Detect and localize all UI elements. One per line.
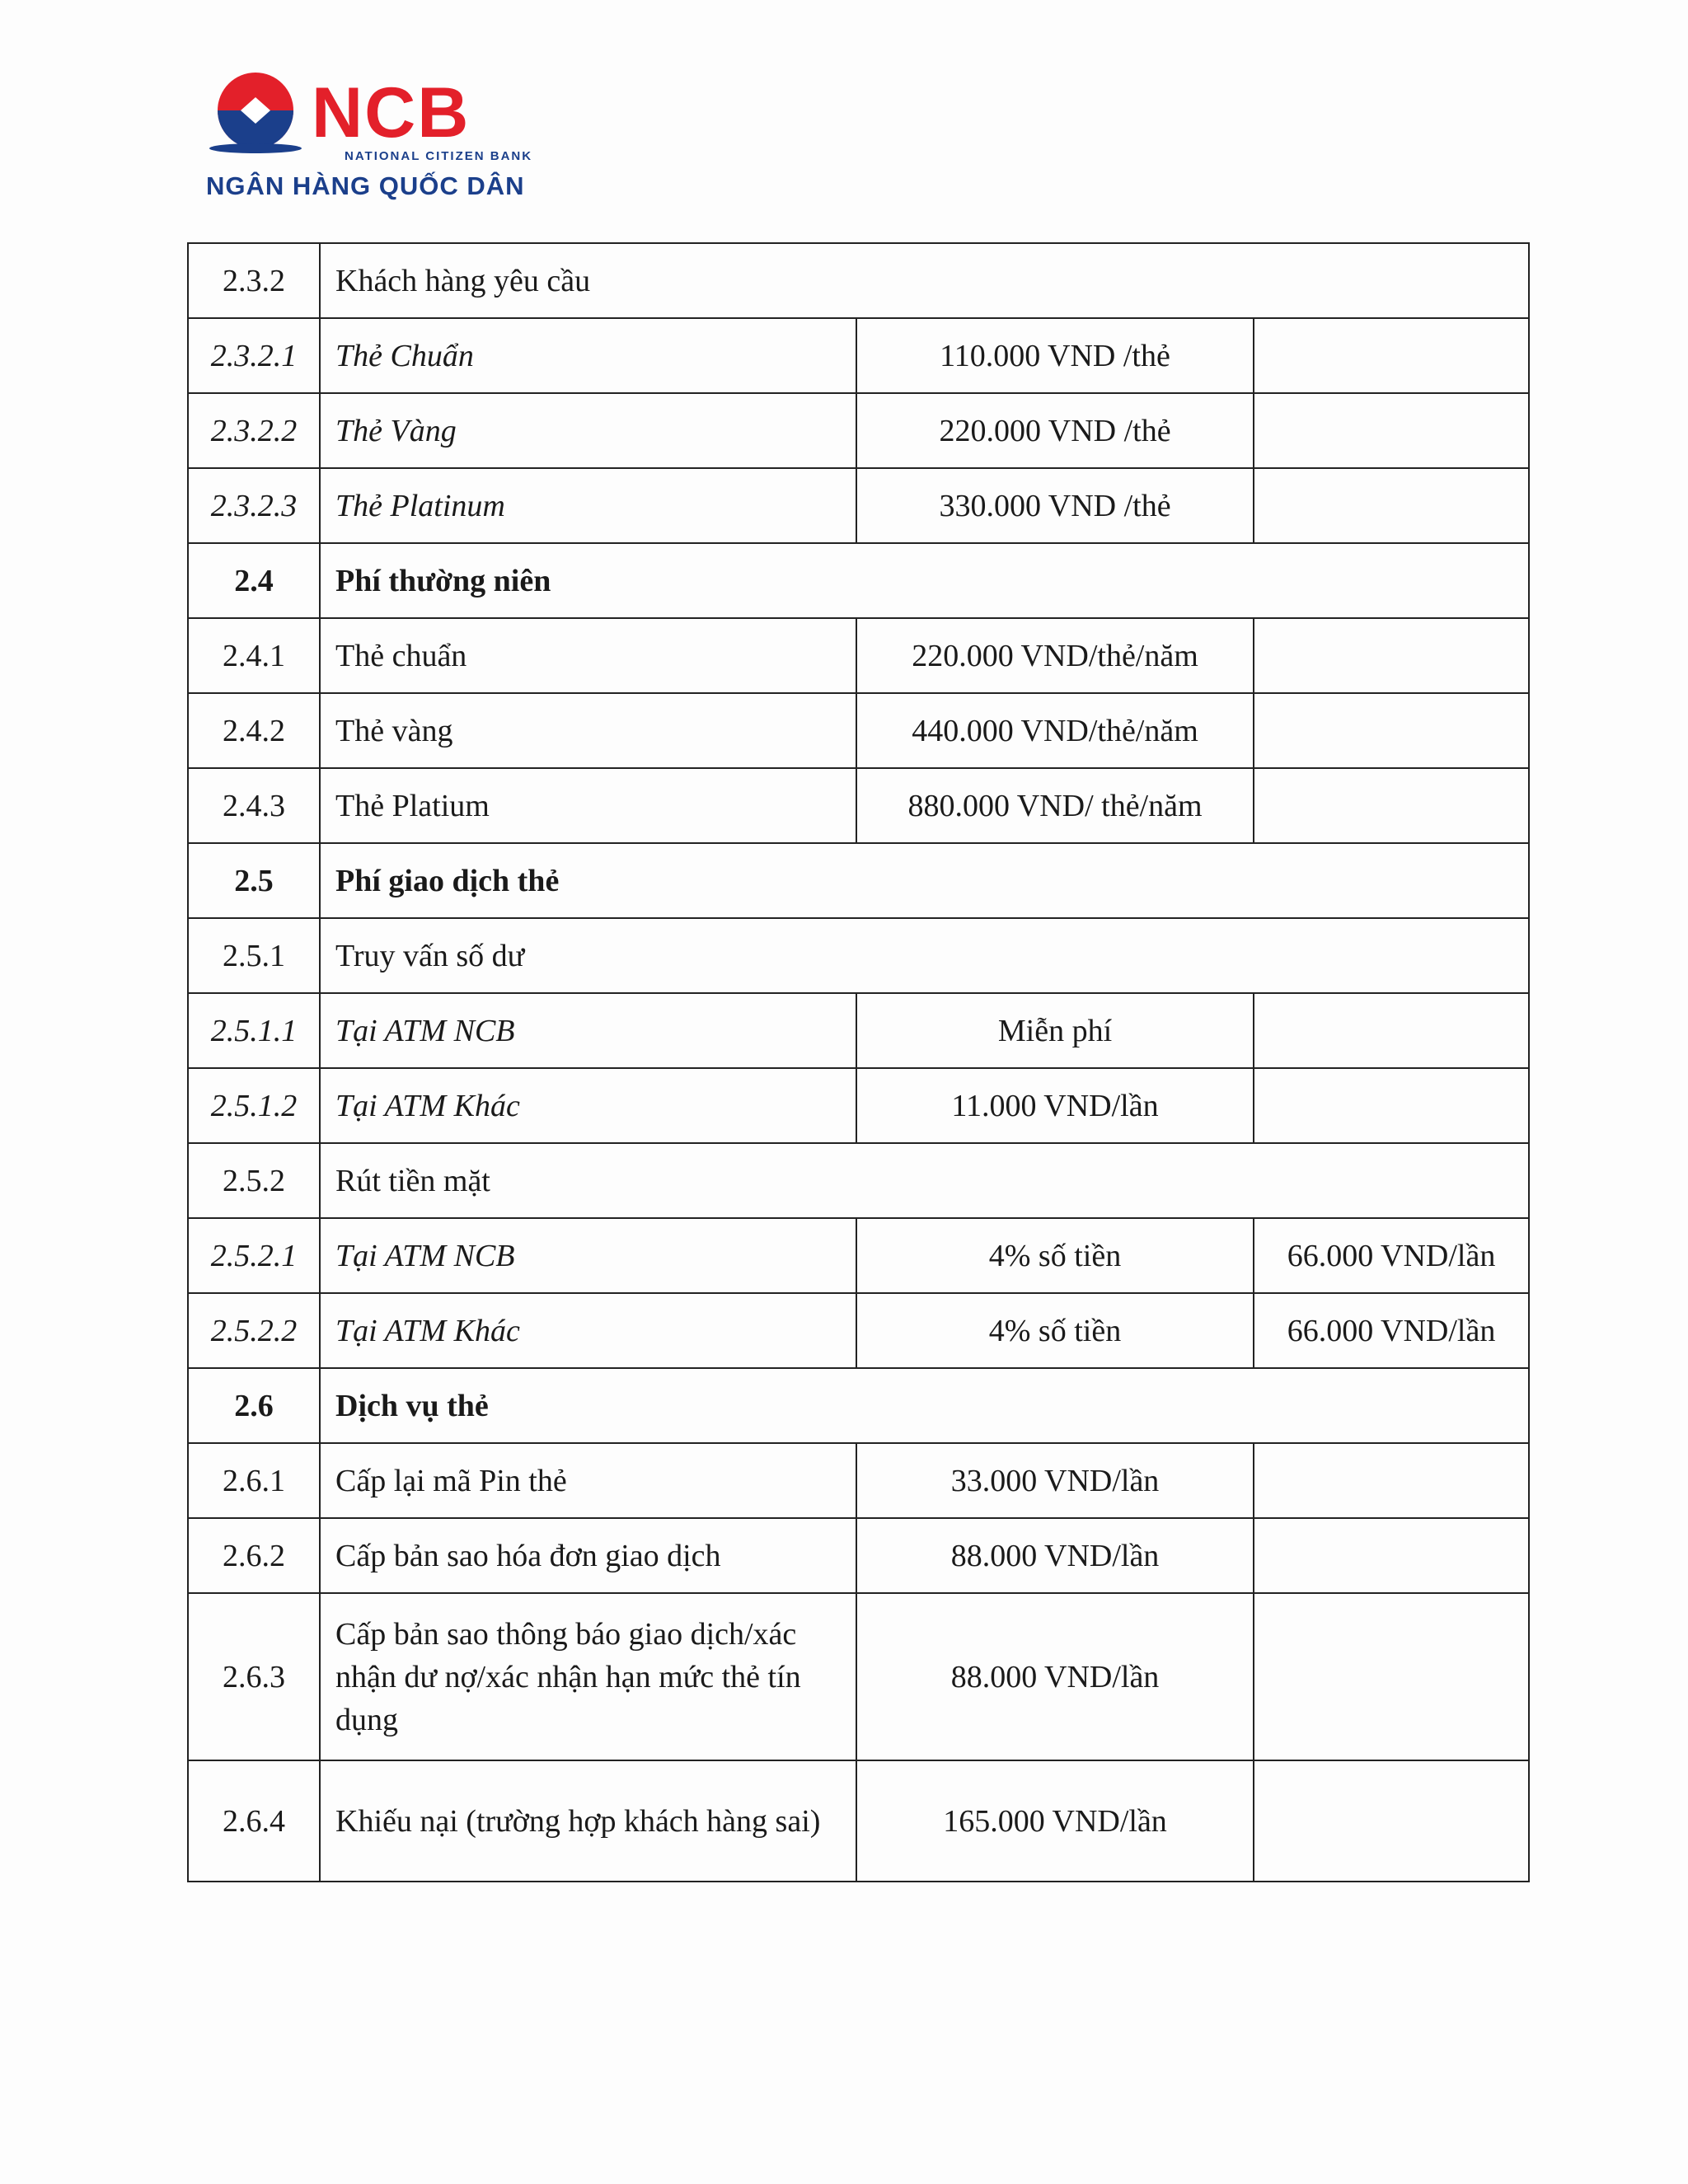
svg-text:NATIONAL CITIZEN BANK: NATIONAL CITIZEN BANK [345, 149, 533, 163]
fee-label-cell: Cấp bản sao hóa đơn giao dịch [320, 1518, 856, 1593]
fee-row [188, 468, 1529, 543]
fee-row [188, 993, 1529, 1068]
fee-row [188, 1293, 1529, 1368]
fee-extra-cell [1254, 768, 1529, 843]
fee-row [188, 1760, 1529, 1882]
fee-label-cell: Thẻ vàng [320, 693, 856, 768]
fee-code-cell: 2.6.1 [188, 1443, 320, 1518]
fee-row [188, 543, 1529, 618]
fee-label-cell: Thẻ Platium [320, 768, 856, 843]
fee-value-cell: 220.000 VND /thẻ [856, 393, 1254, 468]
fee-code-cell: 2.3.2.1 [188, 318, 320, 393]
fee-row [188, 1218, 1529, 1293]
fee-code-cell: 2.6.2 [188, 1518, 320, 1593]
fee-value-cell: 330.000 VND /thẻ [856, 468, 1254, 543]
fee-extra-cell: 66.000 VND/lần [1254, 1218, 1529, 1293]
fee-extra-cell [1254, 1068, 1529, 1143]
fee-code-cell: 2.5 [188, 843, 320, 918]
fee-label-cell: Thẻ Platinum [320, 468, 856, 543]
fee-value-cell: Miễn phí [856, 993, 1254, 1068]
svg-text:NCB: NCB [312, 73, 471, 152]
fee-extra-cell [1254, 1593, 1529, 1760]
fee-extra-cell [1254, 1518, 1529, 1593]
ncb-logo [203, 69, 598, 201]
fee-value-cell: 440.000 VND/thẻ/năm [856, 693, 1254, 768]
group-heading-cell: Khách hàng yêu cầu [320, 243, 1529, 318]
fee-label-cell: Tại ATM Khác [320, 1068, 856, 1143]
fee-extra-cell [1254, 1443, 1529, 1518]
fee-extra-cell [1254, 318, 1529, 393]
svg-text:NGÂN HÀNG QUỐC DÂN: NGÂN HÀNG QUỐC DÂN [206, 171, 525, 200]
fee-extra-cell [1254, 618, 1529, 693]
fee-code-cell: 2.3.2.2 [188, 393, 320, 468]
fee-row [188, 693, 1529, 768]
fee-table-body [188, 243, 1529, 1882]
fee-value-cell: 11.000 VND/lần [856, 1068, 1254, 1143]
fee-code-cell: 2.5.1 [188, 918, 320, 993]
fee-code-cell: 2.5.2.1 [188, 1218, 320, 1293]
section-heading-cell: Phí thường niên [320, 543, 1529, 618]
fee-label-cell: Tại ATM NCB [320, 1218, 856, 1293]
fee-extra-cell [1254, 993, 1529, 1068]
fee-label-cell: Cấp lại mã Pin thẻ [320, 1443, 856, 1518]
fee-row [188, 1518, 1529, 1593]
fee-label-cell: Khiếu nại (trường hợp khách hàng sai) [320, 1760, 856, 1882]
fee-row [188, 243, 1529, 318]
fee-row [188, 618, 1529, 693]
fee-value-cell: 110.000 VND /thẻ [856, 318, 1254, 393]
fee-row [188, 1068, 1529, 1143]
fee-code-cell: 2.6.4 [188, 1760, 320, 1882]
fee-label-cell: Tại ATM Khác [320, 1293, 856, 1368]
fee-label-cell: Thẻ Vàng [320, 393, 856, 468]
group-heading-cell: Truy vấn số dư [320, 918, 1529, 993]
fee-code-cell: 2.6.3 [188, 1593, 320, 1760]
section-heading-cell: Phí giao dịch thẻ [320, 843, 1529, 918]
fee-label-cell: Thẻ chuẩn [320, 618, 856, 693]
fee-extra-cell [1254, 468, 1529, 543]
fee-code-cell: 2.4.1 [188, 618, 320, 693]
fee-code-cell: 2.4.3 [188, 768, 320, 843]
fee-row [188, 918, 1529, 993]
fee-value-cell: 88.000 VND/lần [856, 1518, 1254, 1593]
fee-extra-cell [1254, 1760, 1529, 1882]
group-heading-cell: Rút tiền mặt [320, 1143, 1529, 1218]
fee-value-cell: 88.000 VND/lần [856, 1593, 1254, 1760]
fee-code-cell: 2.5.2.2 [188, 1293, 320, 1368]
fee-row [188, 1143, 1529, 1218]
fee-row [188, 843, 1529, 918]
fee-code-cell: 2.5.1.1 [188, 993, 320, 1068]
fee-code-cell: 2.3.2 [188, 243, 320, 318]
fee-code-cell: 2.3.2.3 [188, 468, 320, 543]
fee-value-cell: 220.000 VND/thẻ/năm [856, 618, 1254, 693]
fee-code-cell: 2.5.2 [188, 1143, 320, 1218]
fee-extra-cell [1254, 693, 1529, 768]
fee-value-cell: 4% số tiền [856, 1293, 1254, 1368]
section-heading-cell: Dịch vụ thẻ [320, 1368, 1529, 1443]
fee-label-cell: Tại ATM NCB [320, 993, 856, 1068]
fee-value-cell: 33.000 VND/lần [856, 1443, 1254, 1518]
fee-code-cell: 2.4.2 [188, 693, 320, 768]
fee-value-cell: 4% số tiền [856, 1218, 1254, 1293]
fee-row [188, 318, 1529, 393]
fee-row [188, 768, 1529, 843]
fee-row [188, 1443, 1529, 1518]
fee-label-cell: Thẻ Chuẩn [320, 318, 856, 393]
fee-label-cell: Cấp bản sao thông báo giao dịch/xác nhận dư nợ/xác nhận hạn mức thẻ tín dụng [320, 1593, 856, 1760]
fee-code-cell: 2.5.1.2 [188, 1068, 320, 1143]
fee-row [188, 393, 1529, 468]
fee-code-cell: 2.4 [188, 543, 320, 618]
fee-row [188, 1368, 1529, 1443]
fee-value-cell: 165.000 VND/lần [856, 1760, 1254, 1882]
fee-extra-cell [1254, 393, 1529, 468]
ncb-logo-mark [203, 69, 598, 201]
fee-table [187, 242, 1530, 1882]
fee-row [188, 1593, 1529, 1760]
fee-value-cell: 880.000 VND/ thẻ/năm [856, 768, 1254, 843]
fee-code-cell: 2.6 [188, 1368, 320, 1443]
fee-extra-cell: 66.000 VND/lần [1254, 1293, 1529, 1368]
